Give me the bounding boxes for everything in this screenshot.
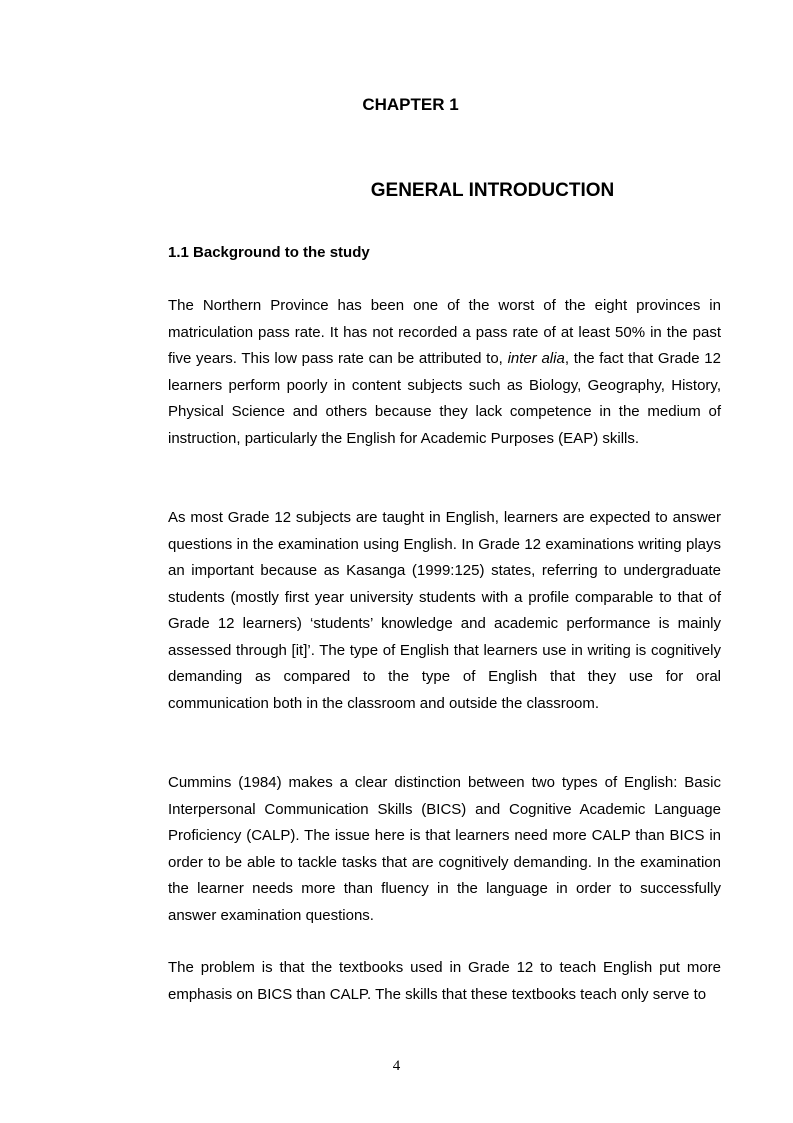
paragraph-3: Cummins (1984) makes a clear distinction between two types of English: Basic Interpersonal Communication Skills (BICS) and Cognitive Academic Language Proficiency (CALP). The issue here is that learners need more CALP than BICS in order to be able to tackle tasks that are cognitively demanding. In the examination the learner needs more than fluency in the language in order to successfully answer examination questions. (168, 774, 721, 924)
section-heading: 1.1 Background to the study (168, 244, 370, 261)
paragraph-2: As most Grade 12 subjects are taught in English, learners are expected to answer questions in the examination using English. In Grade 12 examinations writing plays an important because as Kasanga (1999:125) states, referring to undergraduate students (mostly first year university students with a profile comparable to that of Grade 12 learners) ‘students’ knowledge and academic performance is mainly assessed through [it]’. The type of English that learners use in writing is cognitively demanding as compared to the type of English that they use for oral communication both in the classroom and outside the classroom. (168, 509, 721, 712)
paragraph-4: The problem is that the textbooks used in Grade 12 to teach English put more emphasis on BICS than CALP. The skills that these textbooks teach only serve to (168, 959, 721, 1003)
chapter-title: GENERAL INTRODUCTION (370, 180, 615, 201)
chapter-label: CHAPTER 1 (362, 95, 459, 114)
page-number: 4 (392, 1058, 401, 1074)
paragraph-1-part-b: , the fact that Grade 12 learners perform poorly in content subjects such as Biology, Geography, History, Physical Science and others because they lack competence in the medium of instruction, particularly the English for Academic Purposes (EAP) skills. (168, 350, 721, 447)
paragraph-1-italic: inter alia (507, 350, 565, 367)
paragraph-1-part-a: The Northern Province has been one of the worst of the eight provinces in matriculation pass rate. It has not recorded a pass rate of at least 50% in the past five years. This low pass rate can be attributed to, (168, 297, 721, 367)
paragraph-1 (168, 293, 721, 452)
